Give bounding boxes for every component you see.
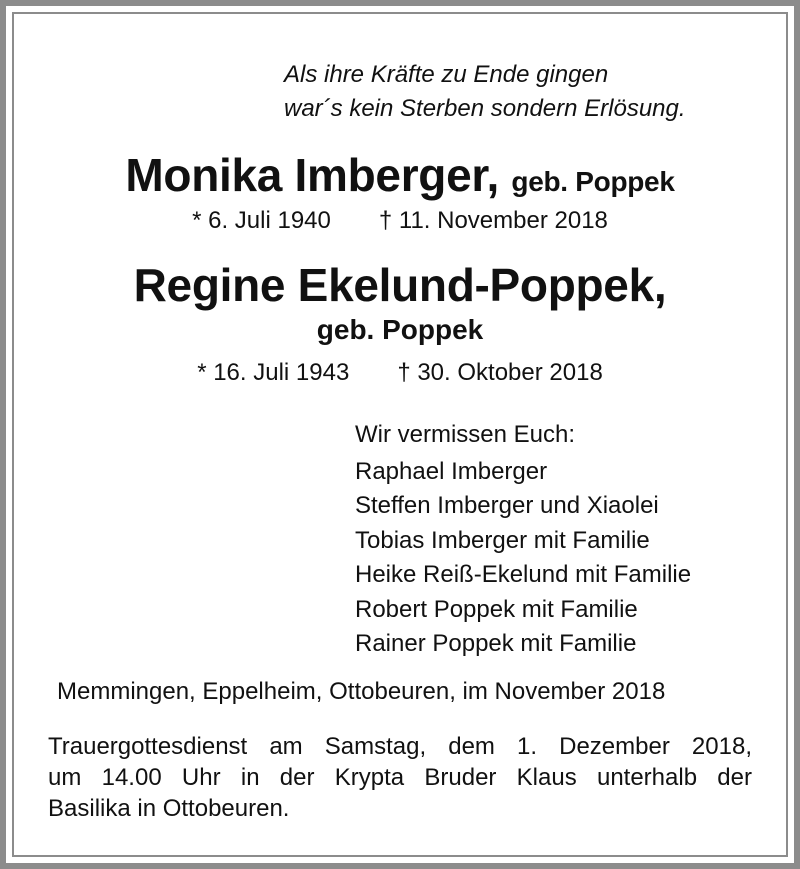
mourners-heading: Wir vermissen Euch: xyxy=(355,421,576,448)
deceased-2-birthname: geb. Poppek xyxy=(316,314,484,345)
deceased-2-died: † 30. Oktober 2018 xyxy=(397,359,603,386)
mourner-name: Rainer Poppek mit Familie xyxy=(355,630,637,657)
service-line-1: Trauergottesdienst am Samstag, dem 1. Dezember 2018, xyxy=(48,733,752,760)
mourner-name: Raphael Imberger xyxy=(355,457,548,485)
mourner-name: Tobias Imberger mit Familie xyxy=(355,526,650,554)
mourners-block xyxy=(355,418,691,662)
deceased-2-name: Regine Ekelund-Poppek, xyxy=(133,259,667,311)
deceased-2-dates xyxy=(0,356,800,390)
motto-verse xyxy=(284,58,686,126)
mourner-name: Steffen Imberger und Xiaolei xyxy=(355,492,659,519)
deceased-1-heading xyxy=(0,148,800,209)
deceased-1-died: † 11. November 2018 xyxy=(378,207,608,234)
deceased-1-dates xyxy=(0,204,800,238)
funeral-service-notice xyxy=(48,731,752,824)
mourner-name: Robert Poppek mit Familie xyxy=(355,595,638,623)
motto-line-2: war´s kein Sterben sondern Erlösung. xyxy=(284,95,686,122)
deceased-2-born: * 16. Juli 1943 xyxy=(197,359,350,386)
deceased-1-name: Monika Imberger, xyxy=(125,149,499,201)
service-line-3: Basilika in Ottobeuren. xyxy=(48,795,290,822)
deceased-1-born: * 6. Juli 1940 xyxy=(192,207,331,234)
place-and-date: Memmingen, Eppelheim, Ottobeuren, im November 2018 xyxy=(57,678,666,705)
motto-line-1: Als ihre Kräfte zu Ende gingen xyxy=(284,61,609,88)
deceased-1-birthname: geb. Poppek xyxy=(511,166,675,197)
service-line-2: um 14.00 Uhr in der Krypta Bruder Klaus unterhalb der xyxy=(48,764,752,791)
mourner-name: Heike Reiß-Ekelund mit Familie xyxy=(355,561,692,588)
